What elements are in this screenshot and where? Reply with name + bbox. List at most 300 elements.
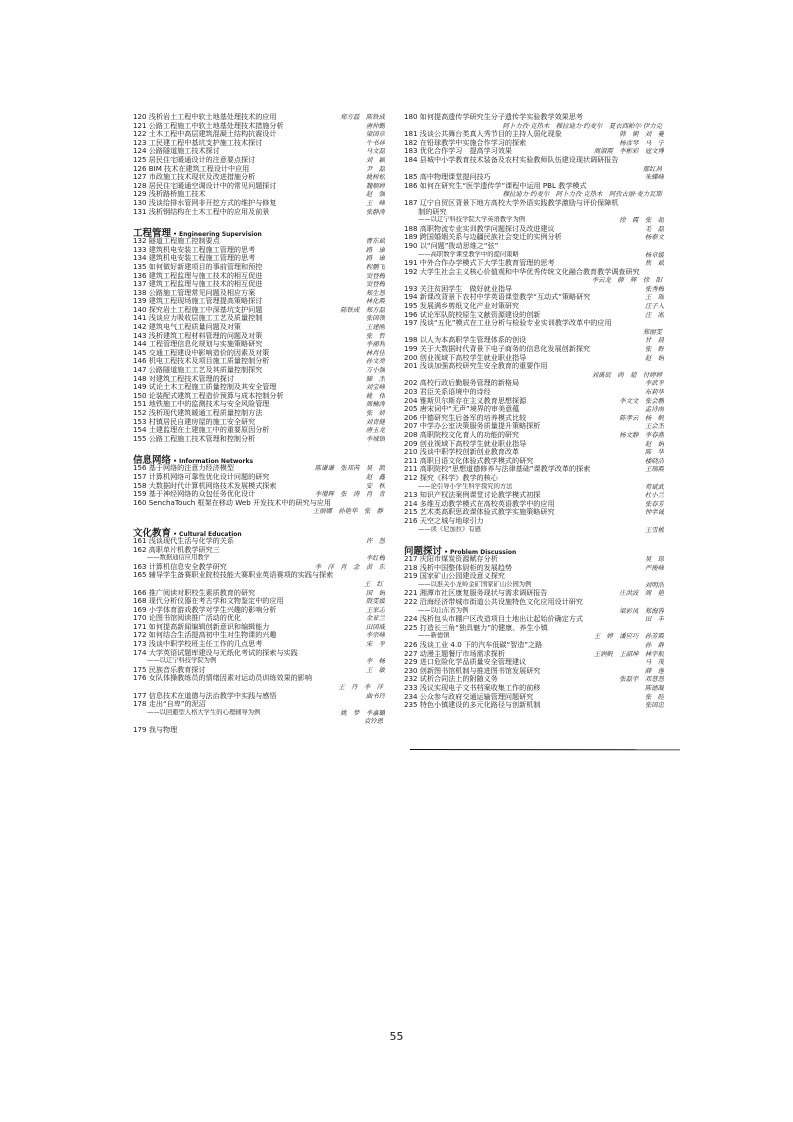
- section-heading: [133, 224, 385, 240]
- toc-entry: [404, 491, 664, 500]
- entry-title: 165 辅导学生备赛职业院校技能大赛职业英语赛项的实践与探索: [133, 571, 334, 580]
- toc-entry: [133, 340, 385, 349]
- toc-entry: [133, 666, 385, 675]
- entry-authors: 钟学诚: [644, 508, 664, 517]
- toc-entry: [404, 130, 664, 139]
- entry-authors: 杨文静 李春燕: [619, 430, 664, 439]
- entry-authors: 王丽娜 孙艳华 张 静: [312, 507, 383, 516]
- entry-authors: 鄢红昌: [642, 164, 662, 173]
- entry-title: 170 论图书馆阅读推广活动的优化: [133, 614, 242, 623]
- authors-line: [404, 371, 664, 380]
- toc-entry: [133, 426, 385, 435]
- entry-title: 120 浅析岩土工程中软土地基处理技术的应用: [133, 113, 277, 121]
- bullet-icon: •: [171, 530, 180, 538]
- toc-entry: [404, 589, 664, 598]
- entry-authors: 周淑霞 李彬彩 寇文博: [593, 147, 664, 156]
- left-column: [133, 113, 385, 735]
- toc-entry: [404, 362, 664, 371]
- entry-authors: 穆拉迪力·约麦尔 阿卜力孜·克热木 阿孜古丽·麦力瓦斯: [502, 190, 662, 199]
- entry-authors: 杨彦琴 马 宁: [619, 138, 664, 147]
- entry-authors: 安 秋: [365, 481, 385, 490]
- entry-authors: 楼晓洁: [644, 456, 664, 465]
- entry-authors: 李武平: [644, 379, 664, 388]
- subtitle-line: [404, 483, 664, 492]
- authors-line: [133, 507, 385, 516]
- entry-authors: 甘 晨: [644, 336, 664, 345]
- entry-authors: 张 睦: [644, 692, 664, 701]
- entry-authors: 阿卜力孜·克热木 穆拉迪力·约麦尔 夏衣西帕尔·伊力克: [502, 121, 662, 130]
- entry-authors: 赵 娟: [644, 439, 664, 448]
- entry-authors: 赵 强: [365, 190, 385, 199]
- entry-title: 225 打造长三角“独具魅力”的健康、养生小镇: [404, 623, 548, 632]
- entry-authors: 李红梅: [365, 554, 385, 563]
- toc-entry: [133, 614, 385, 623]
- entry-title: 148 对建筑工程技术管理的探讨: [133, 374, 234, 383]
- authors-line: [404, 328, 664, 337]
- toc-entry: [133, 246, 385, 255]
- toc-entry: [133, 314, 385, 323]
- entry-title: 141 浅谈应力吸收层施工工艺及质量控制: [133, 314, 263, 323]
- entry-title: ——数据通信应用教学: [147, 554, 210, 562]
- entry-title: 232 试析合同法上的附随义务: [404, 675, 498, 684]
- entry-title: 139 建筑工程现场施工管理提高策略探讨: [133, 297, 263, 306]
- entry-authors: 赵 鑫: [365, 472, 385, 481]
- section-heading: [404, 542, 664, 558]
- toc-entry: [133, 272, 385, 281]
- entry-title: 200 创业视域下高校学生就业职业指导: [404, 353, 527, 362]
- entry-authors: 曲书玲: [365, 691, 385, 700]
- entry-title: 127 市政施工技术现状及改进措施分析: [133, 173, 256, 182]
- entry-title: ——以辽宁科技学院为例: [147, 657, 217, 665]
- entry-authors: 袁铃恩: [363, 717, 383, 726]
- entry-title: 233 浅议实现电子文书档案收集工作的前移: [404, 684, 541, 692]
- subtitle-line: [404, 607, 664, 616]
- entry-title: 194 新课改背景下农村中学英语课堂教学“互动式”策略研究: [404, 293, 591, 302]
- entry-authors: 李云龙 薛 辉 徐 阳: [591, 276, 662, 285]
- page-number: 55: [389, 1030, 404, 1043]
- entry-authors: 梁国章: [365, 130, 385, 139]
- entry-authors: 万小强: [365, 366, 385, 375]
- subtitle-line: [404, 251, 664, 260]
- toc-entry: [133, 165, 385, 174]
- authors-line: [133, 717, 385, 726]
- toc-entry: [404, 113, 664, 122]
- toc-entry: [133, 263, 385, 272]
- entry-title: 187 辽宁自贸区背景下地方高校大学外语实践教学激励与评价保障机: [404, 198, 619, 207]
- entry-authors: 陈德凝: [644, 684, 664, 692]
- entry-title: 208 高职院校文化育人的功能的研究: [404, 430, 520, 439]
- entry-title: 210 浅谈中职学校创新创业教育改革: [404, 448, 520, 457]
- entry-authors: 张 妍: [365, 409, 385, 417]
- entry-title: 206 中德研究生后备军的培养模式比较: [404, 413, 527, 422]
- entry-authors: 李增辉 张 涛 肖 青: [314, 490, 385, 499]
- entry-authors: 田 丰: [644, 615, 664, 624]
- entry-title: 202 高校行政后勤服务管理的新格局: [404, 379, 520, 388]
- entry-title: 201 浅谈加强高校研究生安全教育的重要作用: [404, 362, 548, 371]
- toc-entry: [133, 571, 385, 580]
- entry-title: 218 浅析中国整体厨柜的发展趋势: [404, 563, 513, 572]
- toc-entry: [404, 173, 664, 182]
- toc-entry: [404, 414, 664, 423]
- toc-entry: [404, 225, 664, 234]
- entry-authors: 王 峰: [365, 198, 385, 207]
- entry-authors: 滕 杰: [365, 374, 385, 383]
- entry-title: 131 浅析钢结构在土木工程中的应用及前景: [133, 207, 270, 216]
- entry-title: 191 中外合作办学模式下大学生教育管理的思考: [404, 259, 555, 268]
- toc-entry: [404, 572, 664, 581]
- entry-title: 213 知识产权法案例课堂讨论教学模式初探: [404, 491, 541, 500]
- entry-title: 161 浅谈现代生活与化学的关系: [133, 536, 234, 545]
- toc-entry: [133, 597, 385, 606]
- entry-title: 222 沿海经济带城市街道公共设施特色文化应用设计研究: [404, 598, 583, 607]
- entry-title: ——读《尼加拉》有感: [418, 525, 481, 533]
- entry-authors: 刘青健: [365, 417, 385, 426]
- toc-entry: [404, 641, 664, 650]
- entry-authors: 李 洋 肖 念 黄 东: [314, 562, 385, 571]
- entry-authors: 王家志: [365, 605, 385, 614]
- entry-title: 124 公路隧道施工技术探讨: [133, 147, 220, 156]
- toc-entry: [404, 182, 664, 191]
- toc-entry: [404, 500, 664, 509]
- entry-title: 130 浅谈给排水管网非开挖方式的维护与修复: [133, 198, 277, 207]
- entry-title: 186 如何在研究生“医学遗传学”课程中运用 PBL 教学模式: [404, 181, 587, 190]
- toc-entry: [133, 130, 385, 139]
- toc-entry: [133, 297, 385, 306]
- entry-title: 178 走出“自卑”的泥沼: [133, 700, 206, 709]
- toc-entry: [404, 354, 664, 363]
- section-subtitle: Problem Discussion: [450, 549, 517, 557]
- entry-title: 192 大学生社会主义核心价值观和中华优秀传统文化融合教育教学调查研究: [404, 267, 640, 276]
- toc-entry: [404, 667, 664, 676]
- toc-entry: [133, 473, 385, 482]
- section-subtitle: Cultural Education: [179, 530, 242, 538]
- section-heading: [133, 451, 385, 467]
- toc-entry: [404, 624, 664, 633]
- toc-entry: [133, 606, 385, 615]
- entry-title: ——以山东省为例: [418, 606, 469, 614]
- entry-authors: 窦登梅: [365, 280, 385, 289]
- entry-title: 158 大数据时代计算机网络技术发展模式探索: [133, 481, 277, 490]
- entry-title: 125 居民住宅暖通设计的注意要点探讨: [133, 155, 256, 164]
- entry-title: 199 关于大数据时代背景下电子商务的信息化发展创新探究: [404, 345, 591, 354]
- entry-authors: 林肖佳: [365, 348, 385, 357]
- entry-title: 214 多维互动教学模式在高校英语教学中的应用: [404, 499, 555, 508]
- entry-authors: 姚 梦 李嘉璐: [340, 708, 385, 717]
- entry-authors: 张国领: [365, 314, 385, 323]
- entry-authors: 王 敏: [365, 665, 385, 674]
- toc-entry: [133, 366, 385, 375]
- entry-title: 121 公路工程施工中软土地基处理技术措施分析: [133, 121, 284, 130]
- authors-line: [133, 580, 385, 589]
- toc-entry: [404, 650, 664, 659]
- entry-title: 155 公路工程施工技术管理和控制分析: [133, 434, 256, 443]
- section-subtitle: Information Networks: [179, 458, 254, 466]
- toc-entry: [404, 701, 664, 710]
- toc-entry: [404, 555, 664, 564]
- subtitle-line: [404, 632, 664, 641]
- entry-title: 183 优化合作学习 提高学习效果: [404, 147, 513, 156]
- toc-entry: [133, 700, 385, 709]
- entry-authors: 梁彩凤 郑海蓉: [619, 606, 664, 615]
- toc-entry: [404, 517, 664, 526]
- entry-authors: 李 畅: [365, 657, 385, 666]
- entry-title: 188 高职物流专业实训教学问题探讨及改进建议: [404, 224, 555, 233]
- section-title: 信息网络: [133, 455, 172, 467]
- entry-title: 195 发展满乡剪纸文化产业对策研究: [404, 302, 520, 311]
- toc-entry: [133, 323, 385, 332]
- entry-title: 226 浅谈工业 4.0 下的汽车低碳“智造”之路: [404, 641, 543, 650]
- toc-entry: [133, 147, 385, 156]
- toc-entry: [133, 726, 385, 735]
- entry-title: 224 浅析包头市棚户区改造项目土地出让起始价确定方式: [404, 615, 583, 624]
- entry-title: 146 机电工程技术及项目施工质量控制分析: [133, 357, 270, 366]
- toc-entry: [133, 392, 385, 401]
- section-title: 工程管理: [133, 228, 172, 240]
- toc-entry: [404, 675, 664, 684]
- entry-authors: 刘 颖: [365, 155, 385, 164]
- entry-title: 133 建筑机电安装工程施工管理的思考: [133, 245, 256, 254]
- entry-authors: 张 哲: [365, 331, 385, 340]
- entry-title: 134 建筑机电安装工程施工管理的思考: [133, 254, 256, 263]
- entry-title: 153 村镇居民自建房屋的施工安全研究: [133, 417, 256, 426]
- entry-title: 180 如何提高遗传学研究生分子遗传学实验教学效果思考: [404, 113, 583, 121]
- entry-title: 198 以人为本高职学生管理体系的创设: [404, 336, 527, 345]
- entry-authors: 程鹏飞: [365, 262, 385, 271]
- entry-authors: 焦 斌: [644, 259, 664, 268]
- entry-title: 221 湘潭市社区康复服务现状与需求调研报告: [404, 589, 548, 598]
- toc-entry: [133, 589, 385, 598]
- entry-authors: 路 康: [365, 245, 385, 254]
- entry-title: 157 计算机网络可靠性优化设计问题的研究: [133, 472, 270, 481]
- subtitle-line: [404, 581, 664, 590]
- entry-title: ——以辽宁科技学院大学英语教学为例: [418, 216, 526, 224]
- entry-authors: 唐仲勤: [365, 121, 385, 130]
- entry-title: ——新德镇: [418, 632, 450, 640]
- toc-entry: [404, 405, 664, 414]
- entry-authors: 王 婷 潘应巧 孙芳霞: [593, 632, 664, 641]
- entry-authors: 刘宝峰: [365, 383, 385, 392]
- toc-entry: [404, 598, 664, 607]
- entry-title: 172 如何结合生活提高初中生对生物课的兴趣: [133, 631, 277, 640]
- entry-title: 181 浅谈公共舞台类真人秀节目的主持人弱化现象: [404, 130, 562, 139]
- toc-entry: [133, 280, 385, 289]
- entry-authors: 刘禹辰 尚 超 付婷婷: [591, 370, 662, 379]
- entry-title: 144 工程管理信息化规划与实施策略研究: [133, 340, 263, 349]
- subtitle-line: [404, 216, 664, 225]
- toc-entry: [133, 649, 385, 658]
- entry-title: 152 浅析现代建筑暖通工程质量控制方法: [133, 409, 263, 417]
- entry-authors: 杨泰文: [644, 233, 664, 242]
- authors-line: [404, 276, 664, 285]
- toc-entry: [404, 564, 664, 573]
- entry-title: 190 以“问题”拨动思维之“弦”: [404, 241, 499, 250]
- toc-entry: [404, 397, 664, 406]
- toc-entry: [133, 332, 385, 341]
- entry-authors: 张春芳: [644, 499, 664, 508]
- entry-title: 169 小学体育游戏教学对学生兴趣的影响分析: [133, 605, 277, 614]
- entry-authors: 朱蝶峰: [644, 173, 664, 182]
- toc-entry: [404, 474, 664, 483]
- entry-title: 162 高职单片机教学研究三: [133, 545, 220, 554]
- toc-entry: [133, 182, 385, 191]
- toc-entry: [404, 139, 664, 148]
- entry-authors: 苟斌武: [644, 482, 664, 491]
- entry-title: 143 浅析建筑工程材料管理的问题及对策: [133, 331, 263, 340]
- entry-title: 174 大学英语试题库建设与无纸化考试的探索与实践: [133, 648, 298, 657]
- entry-authors: 魏顺婷: [365, 181, 385, 190]
- entry-title: 177 信息技术在道德与法治教学中实践与感悟: [133, 691, 277, 700]
- entry-title: 216 天空之城与地球引力: [404, 516, 484, 525]
- entry-authors: 王会杰: [644, 422, 664, 431]
- entry-authors: 汪 凇: [644, 310, 664, 319]
- authors-line: [404, 122, 664, 131]
- entry-title: 227 动漫主题餐厅市场需求探析: [404, 649, 505, 658]
- entry-title: 197 浅谈“五化”模式在工业分析与检验专业实训教学改革中的应用: [404, 319, 612, 328]
- entry-title: 122 土木工程中高层建筑混凝土结构抗震设计: [133, 130, 277, 139]
- toc-entry: [133, 237, 385, 246]
- entry-title: ——高职数学课堂教学中的提问策略: [418, 250, 519, 258]
- toc-entry: [404, 457, 664, 466]
- entry-title: 217 庆阳市煤炭资源赋存分析: [404, 555, 498, 564]
- toc-entry: [404, 233, 664, 242]
- entry-authors: 毛 磊: [644, 224, 664, 233]
- entry-title: 211 高职日语文化体验式教学模式的研究: [404, 456, 534, 465]
- entry-authors: 刘明浩: [644, 580, 664, 589]
- toc-entry: [133, 435, 385, 444]
- toc-entry: [133, 122, 385, 131]
- section-heading: [133, 524, 385, 537]
- entry-title: 173 浅谈中职学校班主任工作的几点思考: [133, 640, 263, 649]
- entry-authors: 郑方磊 陈铁成: [340, 113, 385, 121]
- entry-authors: 韩 朝 刘 蔓: [619, 130, 664, 139]
- entry-authors: 张国忠: [644, 701, 664, 710]
- toc-entry: [133, 357, 385, 366]
- toc-entry: [133, 623, 385, 632]
- toc-entry: [404, 311, 664, 320]
- entry-authors: 马文磊: [365, 147, 385, 156]
- entry-authors: 王瑞霞: [644, 465, 664, 474]
- entry-title: 129 浅析路桥施工技术: [133, 190, 206, 199]
- entry-title: 149 试论土木工程施工质量控制及其安全管理: [133, 383, 277, 392]
- toc-entry: [133, 254, 385, 263]
- toc-entry: [404, 285, 664, 294]
- entry-authors: 李福利: [365, 340, 385, 349]
- toc-entry: [404, 242, 664, 251]
- entry-title: 179 我与物理: [133, 726, 178, 734]
- entry-title: 193 关注贫困学生 做好就业指导: [404, 284, 513, 293]
- toc-entry: [404, 465, 664, 474]
- right-column: [404, 113, 664, 710]
- toc-entry: [404, 448, 664, 457]
- entry-authors: 窦登梅: [365, 271, 385, 280]
- toc-entry: [133, 499, 385, 508]
- entry-authors: 李文文 张会鹏: [619, 396, 664, 405]
- entry-authors: 牛书祥: [365, 138, 385, 147]
- entry-title: ——以回避型人格大学生的心理辅导为例: [147, 708, 261, 716]
- toc-entry: [133, 418, 385, 427]
- entry-authors: 庄洪波 周 艳: [619, 589, 664, 598]
- toc-entry: [133, 375, 385, 384]
- entry-title: 166 推广阅读对职校生素质教育的研究: [133, 588, 256, 597]
- toc-entry: [133, 482, 385, 491]
- toc-entry: [133, 190, 385, 199]
- toc-entry: [404, 208, 664, 217]
- entry-title: 142 建筑电气工程质量问题及对策: [133, 323, 242, 332]
- toc-entry: [133, 400, 385, 409]
- entry-authors: 金亚兰: [365, 614, 385, 623]
- toc-entry: [404, 422, 664, 431]
- entry-authors: 王 瑞: [644, 293, 664, 302]
- toc-entry: [133, 640, 385, 649]
- entry-title: 147 公路隧道施工工艺及其质量控制探究: [133, 366, 263, 375]
- entry-authors: 王 丹 李 洋: [338, 683, 383, 692]
- entry-title: 209 创业视域下高校学生就业职业指导: [404, 439, 527, 448]
- toc-entry: [404, 199, 664, 208]
- toc-entry: [404, 440, 664, 449]
- entry-title: 171 如何提高新闻编辑创新意识和编辑能力: [133, 622, 270, 631]
- authors-line: [404, 165, 664, 174]
- entry-authors: 张静涛: [365, 207, 385, 216]
- section-subtitle: Engineering Supervision: [179, 231, 262, 239]
- entry-authors: 宋 平: [365, 640, 385, 649]
- entry-authors: 张 野: [644, 345, 664, 354]
- entry-authors: 周楠涛: [365, 400, 385, 409]
- toc-entry: [404, 379, 664, 388]
- toc-entry: [133, 537, 385, 546]
- entry-title: 205 唐宋词中“无声”境界的审美意蕴: [404, 405, 520, 414]
- entry-authors: 李宗峰: [365, 631, 385, 640]
- entry-authors: 汪子入: [644, 302, 664, 311]
- entry-authors: 孙 群: [644, 641, 664, 650]
- toc-entry: [404, 693, 664, 702]
- bullet-icon: •: [171, 231, 180, 239]
- entry-title: 168 现代分析仪器在考古学和文物鉴定中的应用: [133, 597, 284, 606]
- entry-title: 156 基于网络的注意力经济模型: [133, 464, 234, 473]
- underline-mark: [410, 748, 680, 751]
- entry-title: 182 在铅球教学中实施合作学习的探索: [404, 138, 527, 147]
- entry-title: 150 论装配式建筑工程造价预算与成本控制分析: [133, 391, 284, 400]
- entry-title: 211 高职院校“思想道德修养与法律基础”课教学改革的探索: [404, 465, 591, 474]
- entry-title: 163 计算机信息安全教学研究: [133, 562, 227, 571]
- entry-authors: 张磊宇 邓慧慧: [619, 675, 664, 684]
- entry-title: ——论引导小学生科学探究的方法: [418, 482, 513, 490]
- subtitle-line: [404, 526, 664, 535]
- authors-line: [404, 190, 664, 199]
- entry-title: 212 探究《科学》教学的核心: [404, 473, 498, 482]
- entry-authors: 赵 娟: [644, 353, 664, 362]
- entry-title: 135 如何做好新建项目的事前管理和预控: [133, 262, 263, 271]
- entry-title: 229 进口危险化学品质量安全管理建议: [404, 658, 527, 667]
- toc-entry: [404, 259, 664, 268]
- toc-entry: [404, 147, 664, 156]
- entry-authors: 吴 琼: [644, 555, 664, 564]
- bullet-icon: •: [171, 458, 180, 466]
- entry-title: 160 SenchaTouch 框架在移动 Web 开发技术中的研究与应用: [133, 498, 331, 507]
- entry-title: 154 土建监理在土建施工中的重要原因分析: [133, 426, 270, 435]
- entry-authors: 陈铁成 郑方磊: [340, 305, 385, 314]
- entry-title: 185 高中物理课堂提问技巧: [404, 173, 491, 182]
- entry-authors: 严俊峰: [644, 563, 664, 572]
- toc-entry: [404, 388, 664, 397]
- toc-entry: [133, 208, 385, 217]
- toc-entry: [404, 293, 664, 302]
- toc-entry: [133, 383, 385, 392]
- entry-title: 189 跨国婚姻关系与边疆民族社会变迁的实例分析: [404, 233, 562, 242]
- entry-title: 204 雅斯贝尔斯存在主义教育思想探源: [404, 396, 527, 405]
- entry-authors: 薛 莲: [644, 666, 664, 675]
- entry-title: 132 隧道工程施工控制要点: [133, 237, 220, 246]
- toc-entry: [404, 615, 664, 624]
